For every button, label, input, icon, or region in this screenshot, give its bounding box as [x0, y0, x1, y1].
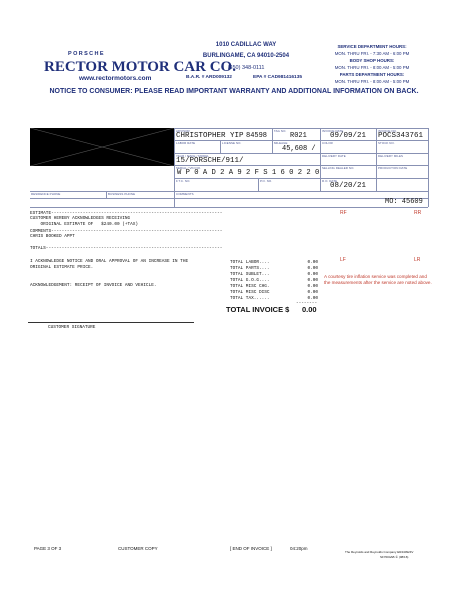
invoice-date: 09/09/21: [330, 132, 367, 140]
total-sublet-value: 0.00: [307, 272, 318, 277]
company-name: RECTOR MOTOR CAR CO.: [44, 59, 236, 75]
grid-line: [30, 191, 428, 192]
grid-line: [320, 128, 321, 191]
invoice-date-label: INVOICE DATE: [322, 129, 344, 133]
estimate-header: ESTIMATE-----------------------------------------------------------------: [30, 211, 223, 216]
address-city: BURLINGAME, CA 94010-2504: [202, 53, 290, 59]
total-dashes: --------: [296, 301, 318, 306]
business-phone-label: BUSINESS PHONE: [108, 192, 136, 196]
po-label: P.O. NO.: [260, 179, 273, 183]
grid-line: [174, 178, 428, 179]
comments-header: COMMENTS-----------------------------------------------------------------: [30, 229, 223, 234]
copy-type: CUSTOMER COPY: [118, 546, 158, 551]
grid-line: [272, 128, 273, 153]
year-make-model: 15/PORSCHE/911/: [176, 157, 244, 165]
grid-line: [106, 191, 107, 198]
courtesy-note: A courtesy tire inflation service was completed and the measurements after the service are noted above.: [324, 274, 432, 285]
ack-increase-line2: ORIGINAL ESTIMATE PRICE.: [30, 265, 94, 270]
epa-number: EPA # CAD981416135: [253, 75, 303, 80]
signature-label: CUSTOMER SIGNATURE: [48, 325, 96, 330]
brand-wordmark: PORSCHE: [68, 51, 105, 57]
totals-header: TOTALS-------------------------------------------------------------------: [30, 246, 223, 251]
hours-line: MON. THRU FRI. - 8:00 AM - 5:00 PM: [334, 79, 410, 84]
tire-lr-label: LR: [414, 257, 421, 263]
total-labor-value: 0.00: [307, 260, 318, 265]
tag-label: TAG NO.: [274, 129, 287, 133]
vin-number: W P 0 A D 2 A 9 2 F S 1 6 0 2 2 0: [177, 169, 320, 177]
residence-phone-label: RESIDENCE PHONE: [31, 192, 61, 196]
mileage-value: 45,608 /: [282, 145, 316, 153]
bar-number: B.A.R. # ARD009132: [186, 75, 232, 80]
comments-text: CHRIS BOOKED APPT: [30, 234, 75, 239]
consumer-notice: NOTICE TO CONSUMER: PLEASE READ IMPORTANT WARRANTY AND ADDITIONAL INFORMATION ON BACK.: [49, 88, 419, 95]
form-number: SF7004AB ① (08/16): [380, 555, 409, 559]
production-date-label: PRODUCTION DATE: [378, 166, 408, 170]
delivery-miles-label: DELIVERY MILES: [378, 154, 404, 158]
advisor-label: ADVISOR: [176, 129, 190, 133]
total-tax-label: TOTAL TAX......: [230, 296, 270, 301]
stock-label: STOCK NO.: [378, 141, 395, 145]
comments-label: COMMENTS: [176, 192, 194, 196]
company-website[interactable]: www.rectormotors.com: [79, 75, 152, 82]
tire-lf-label: LF: [340, 257, 346, 263]
page-number: PAGE 3 OF 3: [34, 546, 62, 551]
address-street: 1010 CADILLAC WAY: [215, 42, 277, 48]
printer-credit: The Reynolds and Reynolds Company ER440924V: [345, 550, 414, 554]
signature-line: [28, 322, 194, 323]
grid-line: [174, 191, 175, 207]
advisor-number: 84598: [246, 132, 268, 140]
color-label: COLOR: [322, 141, 333, 145]
labor-rate-label: LABOR RATE: [176, 141, 196, 145]
print-time: 04:20pm: [290, 546, 308, 551]
total-misc-chg-value: 0.00: [307, 284, 318, 289]
grid-line: [30, 198, 428, 199]
total-invoice-label: TOTAL INVOICE $: [226, 305, 290, 314]
selling-dealer-label: SELLING DEALER NO.: [322, 166, 355, 170]
hours-line: MON. THRU FRI. - 8:00 AM - 5:00 PM: [334, 65, 410, 70]
grid-line: [376, 128, 377, 191]
grid-line: [220, 140, 221, 153]
end-of-invoice: [ END OF INVOICE ]: [230, 546, 272, 551]
total-labor-label: TOTAL LABOR....: [230, 260, 270, 265]
department-hours: [318, 43, 426, 85]
mileage-label: MILEAGE: [274, 141, 288, 145]
ro-date: 08/20/21: [330, 182, 367, 190]
estimate-ack: CUSTOMER HEREBY ACKNOWLEDGES RECEIVING: [30, 216, 131, 221]
total-tax-value: 0.00: [307, 296, 318, 301]
delivery-date-label: DELIVERY DATE: [322, 154, 346, 158]
ack-receipt: ACKNOWLEDGEMENT: RECEIPT OF INVOICE AND VEHICLE.: [30, 283, 157, 288]
total-parts-label: TOTAL PARTS....: [230, 266, 270, 271]
invoice-number: POCS343761: [378, 132, 424, 140]
vin-label: SERIAL / VIN NO.: [176, 166, 201, 170]
hours-line: MON. THRU FRI. - 7:30 AM - 6:00 PM: [334, 51, 410, 56]
estimate-amount: ORIGINAL ESTIMATE OF $240.00 (+TAX): [30, 222, 139, 227]
ack-increase-line1: I ACKNOWLEDGE NOTICE AND ORAL APPROVAL OF AN INCREASE IN THE: [30, 259, 189, 264]
invoice-number-label: INVOICE NO.: [378, 129, 397, 133]
hours-line: SERVICE DEPARTMENT HOURS:: [337, 44, 407, 49]
company-phone: (650) 348-0111: [227, 65, 265, 71]
tire-rr-label: RR: [414, 210, 422, 216]
hours-line: BODY SHOP HOURS:: [349, 58, 395, 63]
hours-line: PARTS DEPARTMENT HOURS:: [339, 72, 405, 77]
license-label: LICENSE NO.: [222, 141, 242, 145]
total-misc-chg-label: TOTAL MISC CHG.: [230, 284, 270, 289]
total-sublet-label: TOTAL SUBLET...: [230, 272, 270, 277]
total-misc-disc-value: 0.00: [307, 290, 318, 295]
redacted-customer-block: [30, 128, 174, 166]
total-gog-label: TOTAL G.O.G....: [230, 278, 270, 283]
mo-number: MO: 45609: [385, 198, 423, 206]
grid-line: [30, 207, 428, 208]
ro-date-label: R.O. DATE: [322, 179, 338, 183]
grid-line: [428, 128, 429, 207]
total-invoice-value: 0.00: [302, 305, 317, 314]
advisor-name: CHRISTOPHER YIP: [176, 132, 244, 140]
year-make-label: YEAR / MAKE / MODEL: [176, 154, 210, 158]
ftc-label: F.T.C. NO.: [176, 179, 191, 183]
redaction-cross-icon: [30, 128, 174, 166]
tag-number: R021: [290, 132, 307, 140]
total-parts-value: 0.00: [307, 266, 318, 271]
grid-line: [258, 178, 259, 191]
total-gog-value: 0.00: [307, 278, 318, 283]
tire-rf-label: RF: [340, 210, 347, 216]
total-misc-disc-label: TOTAL MISC DISC: [230, 290, 270, 295]
